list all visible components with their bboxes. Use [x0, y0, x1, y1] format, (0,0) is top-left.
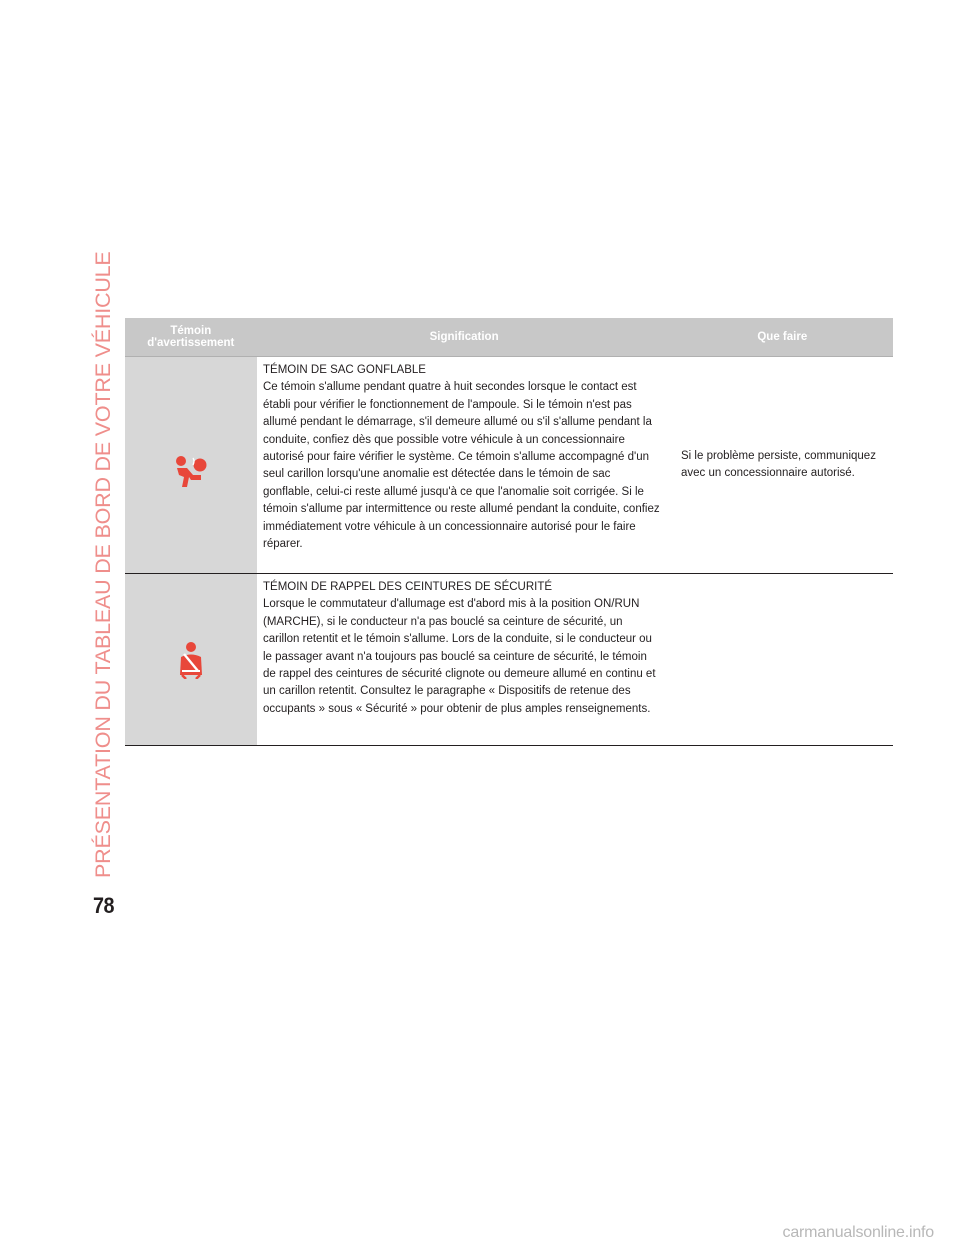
airbag-warning-icon — [171, 453, 211, 489]
meaning-cell — [259, 574, 671, 745]
warning-lights-table — [125, 318, 893, 746]
icon-cell — [125, 357, 257, 573]
watermark: carmanualsonline.info — [782, 1224, 934, 1241]
header-warning-light-line1: Témoin — [170, 325, 212, 337]
meaning-cell — [259, 357, 671, 573]
table-row — [125, 574, 893, 746]
warning-title: TÉMOIN DE RAPPEL DES CEINTURES DE SÉCURITÉ — [263, 581, 553, 593]
action-cell — [671, 574, 893, 745]
header-meaning: Signification — [259, 318, 670, 356]
warning-description: Ce témoin s'allume pendant quatre à huit secondes lorsque le contact est établi pour vérifier le fonctionnement de l'ampoule. Si le témoin n'est pas allumé pendant le démarrage, s'il demeure allumé ou s'il s'allume pendant la conduite, confiez dès que possible votre véhicule à un concessionnaire autorisé pour faire vérifier le système. Ce témoin s'allume accompagné d'un seul carillon lorsqu'une anomalie est détectée dans le témoin de sac gonflable, celui-ci reste allumé jusqu'à ce que l'anomalie soit corrigée. Si le témoin s'allume par intermittence ou reste allumé pendant la conduite, confiez immédiatement votre véhicule à un concessionnaire autorisé pour le faire réparer. — [263, 381, 660, 551]
action-cell — [671, 357, 893, 573]
warning-title: TÉMOIN DE SAC GONFLABLE — [263, 364, 426, 376]
page-number: 78 — [93, 893, 115, 918]
action-text: Si le problème persiste, communiquez avec un concessionnaire autorisé. — [681, 449, 876, 479]
seatbelt-reminder-icon — [174, 641, 208, 679]
warning-description: Lorsque le commutateur d'allumage est d'abord mis à la position ON/RUN (MARCHE), si le conducteur n'a pas bouclé sa ceinture de sécurité, un carillon retentit et le témoin s'allume. Lors de la conduite, si le conducteur ou le passager avant n'a toujours pas bouclé sa ceinture de sécurité, le témoin de rappel des ceintures de sécurité clignote ou demeure allumé en continu et un carillon retentit. Consultez le paragraphe « Dispositifs de retenue des occupants » sous « Sécurité » pour obtenir de plus amples renseignements. — [263, 598, 656, 715]
header-warning-light — [125, 318, 257, 356]
header-warning-light-line2: d'avertissement — [147, 337, 235, 349]
chapter-side-title: PRÉSENTATION DU TABLEAU DE BORD DE VOTRE VÉHICULE — [91, 251, 115, 878]
table-row — [125, 357, 893, 574]
icon-cell — [125, 574, 257, 745]
header-what-to-do: Que faire — [672, 318, 893, 356]
table-header — [125, 318, 893, 357]
